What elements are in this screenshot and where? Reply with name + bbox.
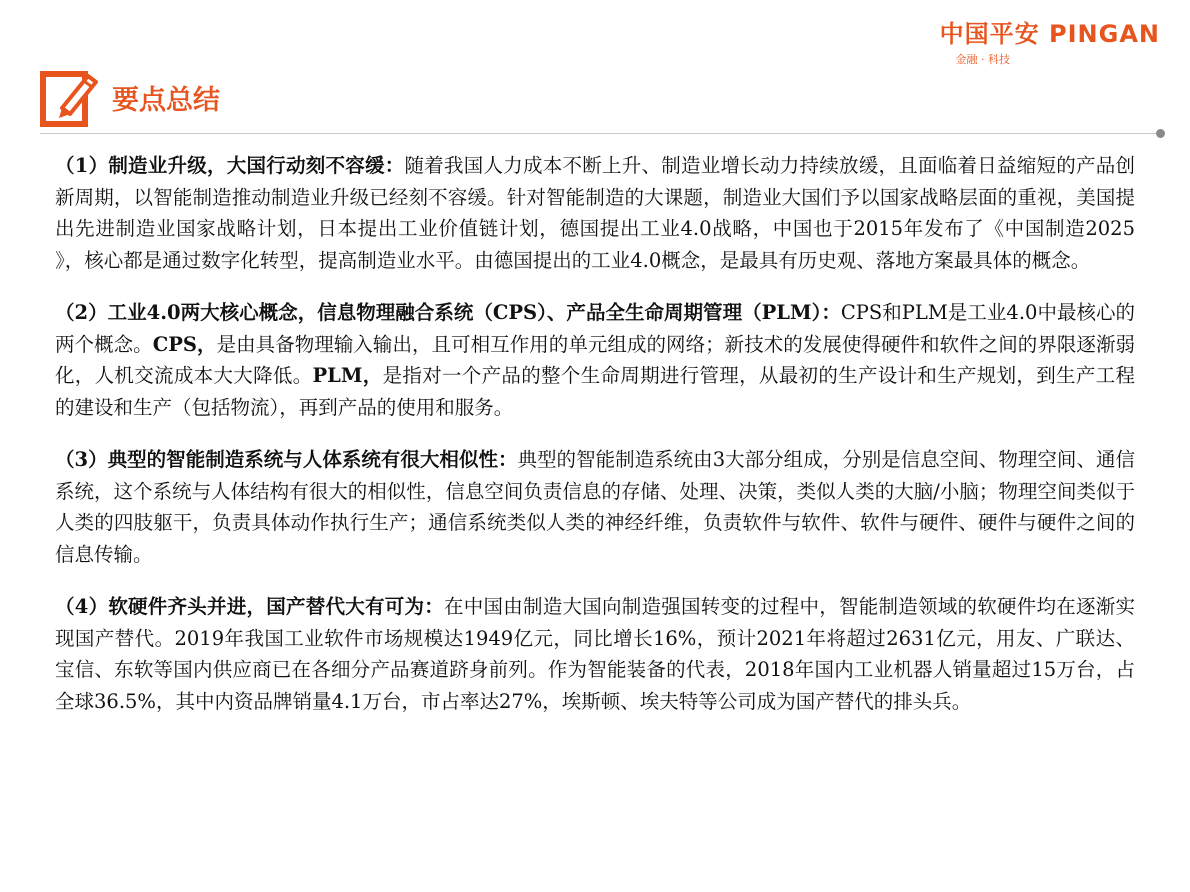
paragraph-heading: （2）工业4.0两大核心概念，信息物理融合系统（CPS）、产品全生命周期管理（PLM）： — [55, 301, 841, 324]
pencil-note-icon — [40, 66, 102, 128]
paragraph-text: 典型的智能制造系统由3大部分组成，分别是信息空间、物理空间、通信系统，这个系统与人体结构有很大的相似性，信息空间负责信息的存储、处理、决策，类似人类的大脑/小脑；物理空间类似于人类的四肢躯干，负责具体动作执行生产；通信系统类似人类的神经纤维，负责软件与软件、软件与硬件、硬件与硬件之间的信息传输。 — [55, 448, 1135, 566]
logo-tagline: 金融 · 科技 — [955, 53, 1010, 66]
summary-paragraph — [55, 444, 1135, 570]
paragraph-heading: （4）软硬件齐头并进，国产替代大有可为： — [55, 595, 445, 618]
summary-paragraph — [55, 150, 1135, 276]
pingan-logo — [940, 14, 1160, 67]
paragraph-text: 随着我国人力成本不断上升、制造业增长动力持续放缓，且面临着日益缩短的产品创新周期，以智能制造推动制造业升级已经刻不容缓。针对智能制造的大课题，制造业大国们予以国家战略层面的重视，美国提出先进制造业国家战略计划，日本提出工业价值链计划，德国提出工业4.0战略，中国也于2015年发布了《中国制造2025 》，核心都是通过数字化转型，提高制造业水平。由德国提出的工业4.0概念，是最具有历史观、落地方案最具体的概念。 — [55, 154, 1135, 272]
paragraph-text: CPS和PLM是工业4.0中最核心的两个概念。 — [55, 301, 1136, 356]
summary-content — [55, 150, 1135, 738]
bold-term: PLM， — [312, 364, 383, 387]
summary-paragraph — [55, 297, 1135, 423]
bold-term: CPS， — [152, 332, 217, 356]
divider-dot — [1156, 129, 1165, 138]
summary-paragraph — [55, 591, 1135, 717]
page-title: 要点总结 — [112, 85, 220, 116]
logo-name: 中国平安 PINGAN — [939, 20, 1160, 48]
paragraph-text: 在中国由制造大国向制造强国转变的过程中，智能制造领域的软硬件均在逐渐实现国产替代。2019年我国工业软件市场规模达1949亿元，同比增长16%，预计2021年将超过2631亿元，用友、广联达、宝信、东软等国内供应商已在各细分产品赛道跻身前列。作为智能装备的代表，2018年国内工业机器人销量超过15万台，占全球36.5%，其中内资品牌销量4.1万台，市占率达27%，埃斯顿、埃夫特等公司成为国产替代的排头兵。 — [55, 595, 1135, 713]
paragraph-text: 是由具备物理输入输出，且可相互作用的单元组成的网络；新技术的发展使得硬件和软件之间的界限逐渐弱化，人机交流成本大大降低。 — [55, 332, 1135, 387]
divider — [40, 133, 1158, 134]
paragraph-heading: （1）制造业升级，大国行动刻不容缓： — [55, 154, 405, 177]
paragraph-heading: （3）典型的智能制造系统与人体系统有很大相似性： — [55, 448, 518, 471]
paragraph-text: 是指对一个产品的整个生命周期进行管理，从最初的生产设计和生产规划，到生产工程的建设和生产（包括物流），再到产品的使用和服务。 — [55, 364, 1135, 419]
